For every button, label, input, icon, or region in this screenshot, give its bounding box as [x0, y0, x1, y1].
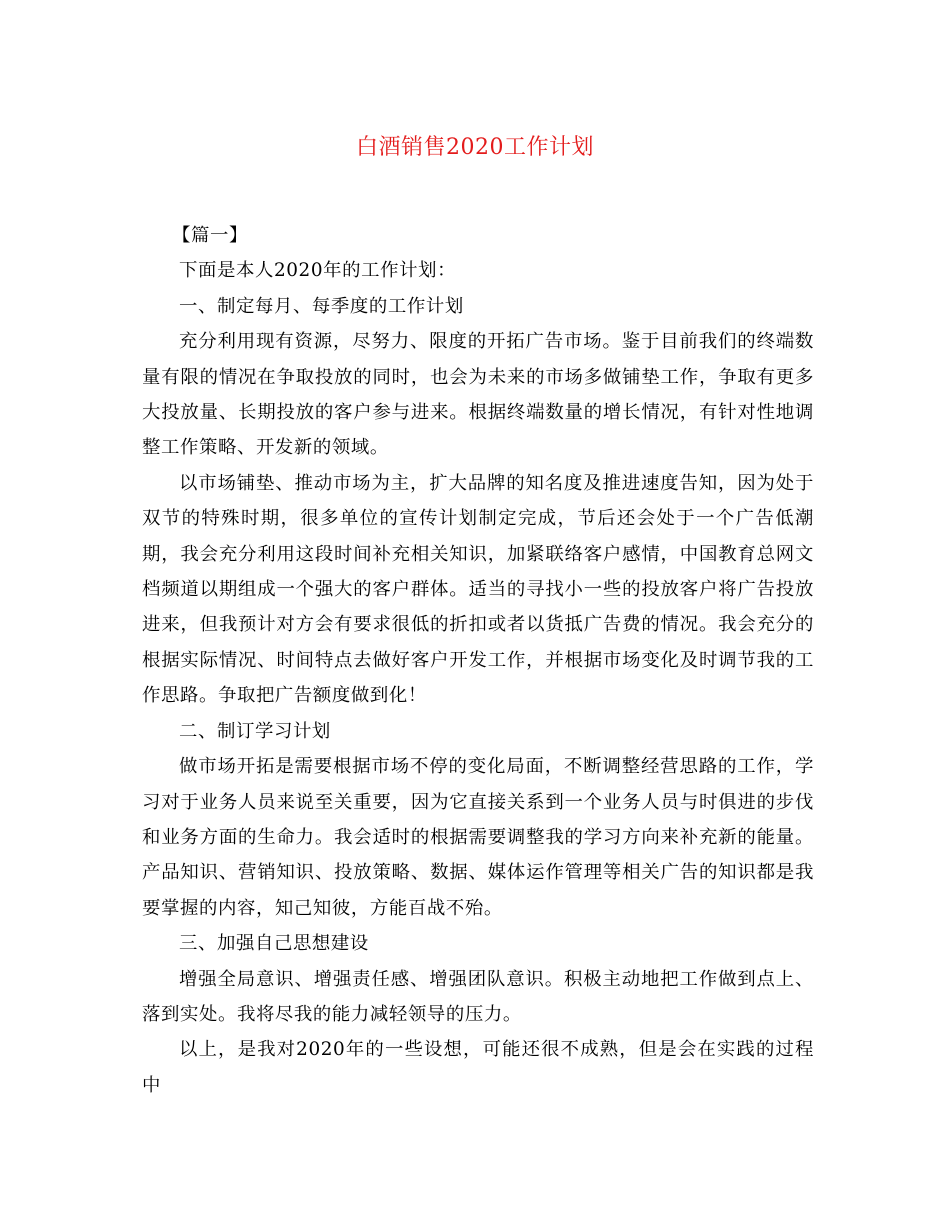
document-title: 白酒销售2020工作计划 [356, 135, 594, 160]
section-heading: 三、加强自己思想建设 [179, 933, 369, 955]
section-heading: 二、制订学习计划 [179, 720, 331, 742]
paragraph: 做市场开拓是需要根据市场不停的变化局面，不断调整经营思路的工作，学习对于业务人员来说至关重要，因为它直接关系到一个业务人员与时俱进的步伐和业务方面的生命力。我会适时的根据需要调整我的学习方向来补充新的能量。产品知识、营销知识、投放策略、数据、媒体运作管理等相关广告的知识都是我要掌握的内容，知己知彼，方能百战不殆。 [142, 756, 814, 919]
paragraph: 增强全局意识、增强责任感、增强团队意识。积极主动地把工作做到点上、落到实处。我将尽我的能力减轻领导的压力。 [142, 968, 814, 1025]
section-heading: 一、制定每月、每季度的工作计划 [179, 295, 464, 317]
paragraph: 以上，是我对2020年的一些设想，可能还很不成熟，但是会在实践的过程中 [142, 1039, 814, 1096]
document-body [142, 218, 814, 1103]
paragraph: 下面是本人2020年的工作计划： [179, 260, 457, 282]
paragraph: 以市场铺垫、推动市场为主，扩大品牌的知名度及推进速度告知，因为处于双节的特殊时期，很多单位的宣传计划制定完成，节后还会处于一个广告低潮期，我会充分利用这段时间补充相关知识，加紧联络客户感情，中国教育总网文档频道以期组成一个强大的客户群体。适当的寻找小一些的投放客户将广告投放进来，但我预计对方会有要求很低的折扣或者以货抵广告费的情况。我会充分的根据实际情况、时间特点去做好客户开发工作，并根据市场变化及时调节我的工作思路。争取把广告额度做到化！ [142, 472, 814, 707]
paragraph: 充分利用现有资源，尽努力、限度的开拓广告市场。鉴于目前我们的终端数量有限的情况在争取投放的同时，也会为未来的市场多做铺垫工作，争取有更多大投放量、长期投放的客户参与进来。根据终端数量的增长情况，有针对性地调整工作策略、开发新的领域。 [142, 331, 814, 459]
section-heading: 【篇一】 [172, 225, 248, 246]
